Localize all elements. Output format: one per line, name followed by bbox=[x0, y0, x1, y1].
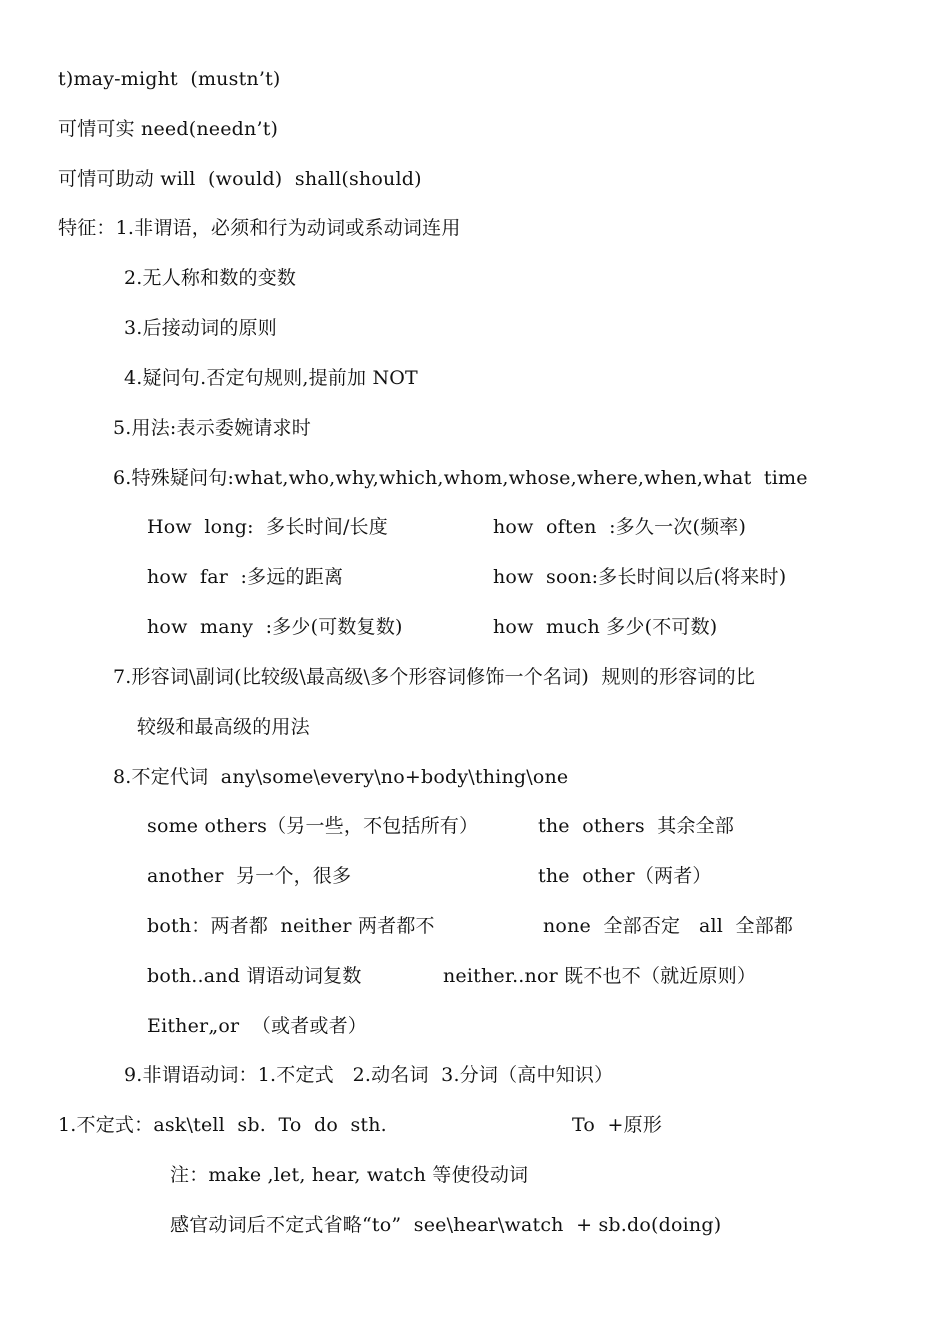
text-line: 1.不定式：ask\tell sb. To do sth. bbox=[58, 1114, 387, 1136]
text-line: 可情可助动 will (would) shall(should) bbox=[58, 168, 422, 190]
text-line: another 另一个，很多 bbox=[147, 865, 352, 887]
text-line: 6.特殊疑问句:what,who,why,which,whom,whose,where,when,what time bbox=[113, 467, 808, 489]
text-line: none 全部否定 all 全部都 bbox=[543, 915, 794, 937]
text-line: how many :多少(可数复数) bbox=[147, 616, 403, 638]
text-line: both..and 谓语动词复数 bbox=[147, 965, 362, 987]
text-line: t)may-might (mustn’t) bbox=[58, 68, 281, 90]
text-line: the other（两者） bbox=[538, 865, 712, 887]
text-line: 5.用法:表示委婉请求时 bbox=[113, 417, 311, 439]
text-line: 2.无人称和数的变数 bbox=[124, 267, 297, 289]
text-line: 7.形容词\副词(比较级\最高级\多个形容词修饰一个名词) 规则的形容词的比 bbox=[113, 666, 756, 688]
text-line: 注：make ,let, hear, watch 等使役动词 bbox=[170, 1164, 529, 1186]
text-line: how far :多远的距离 bbox=[147, 566, 344, 588]
text-line: neither..nor 既不也不（就近原则） bbox=[443, 965, 757, 987]
text-line: the others 其余全部 bbox=[538, 815, 735, 837]
text-line: Either„or （或者或者） bbox=[147, 1015, 367, 1037]
text-line: 较级和最高级的用法 bbox=[137, 716, 310, 738]
text-line: How long: 多长时间/长度 bbox=[147, 516, 388, 538]
text-line: 3.后接动词的原则 bbox=[124, 317, 277, 339]
text-line: 9.非谓语动词：1.不定式 2.动名词 3.分词（高中知识） bbox=[124, 1064, 614, 1086]
text-line: 感官动词后不定式省略“to” see\hear\watch + sb.do(doing) bbox=[170, 1214, 722, 1236]
text-line: 4.疑问句.否定句规则,提前加 NOT bbox=[124, 367, 418, 389]
text-line: both：两者都 neither 两者都不 bbox=[147, 915, 435, 937]
text-line: how soon:多长时间以后(将来时) bbox=[493, 566, 787, 588]
text-line: To +原形 bbox=[572, 1114, 663, 1136]
text-line: how much 多少(不可数) bbox=[493, 616, 718, 638]
text-line: how often :多久一次(频率) bbox=[493, 516, 747, 538]
text-line: some others（另一些，不包括所有） bbox=[147, 815, 479, 837]
text-line: 8.不定代词 any\some\every\no+body\thing\one bbox=[113, 766, 569, 788]
text-line: 可情可实 need(needn’t) bbox=[58, 118, 279, 140]
text-line: 特征：1.非谓语，必须和行为动词或系动词连用 bbox=[58, 217, 461, 239]
